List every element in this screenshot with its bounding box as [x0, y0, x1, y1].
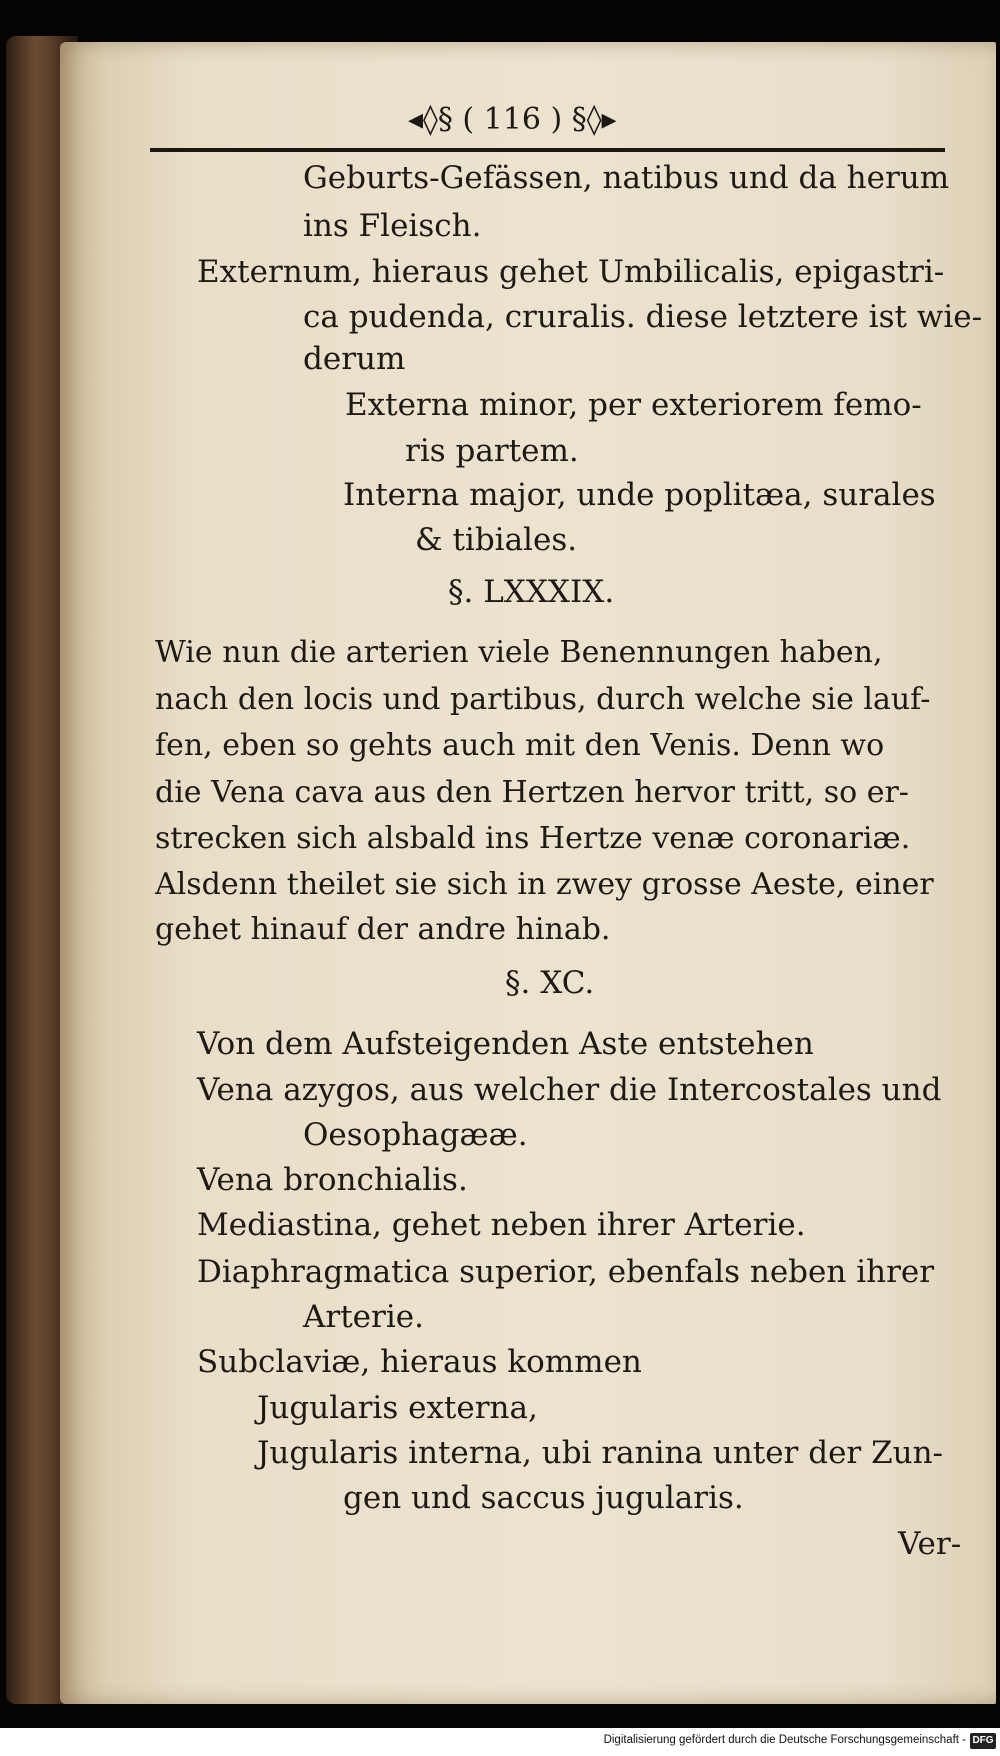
text-line: Geburts-Gefässen, natibus und da herum [303, 160, 950, 196]
text-line: ris partem. [405, 433, 579, 469]
text-line: & tibiales. [415, 522, 578, 558]
page-header: ◂◊§ ( 116 ) §◊▸ [408, 102, 617, 137]
text-line: Alsdenn theilet sie sich in zwey grosse Aeste, einer [155, 867, 934, 902]
text-line: ca pudenda, cruralis. diese letztere ist wie- [303, 299, 983, 335]
text-line: Externa minor, per exteriorem femo- [345, 387, 922, 423]
text-line: gen und saccus jugularis. [343, 1480, 744, 1516]
text-line: die Vena cava aus den Hertzen hervor tritt, so er- [155, 775, 909, 810]
text-line: Jugularis externa, [257, 1390, 538, 1426]
text-line: Von dem Aufsteigenden Aste entstehen [197, 1026, 814, 1062]
text-line: Wie nun die arterien viele Benennungen haben, [155, 635, 883, 670]
text-line: nach den locis und partibus, durch welche sie lauf- [155, 682, 931, 717]
dfg-logo: DFG [970, 1733, 996, 1749]
text-line: fen, eben so gehts auch mit den Venis. Denn wo [155, 728, 885, 763]
text-line: ins Fleisch. [303, 208, 482, 244]
text-line: Diaphragmatica superior, ebenfals neben ihrer [197, 1254, 935, 1290]
text-line: Externum, hieraus gehet Umbilicalis, epigastri- [197, 254, 945, 290]
text-line: strecken sich alsbald ins Hertze venæ coronariæ. [155, 821, 911, 856]
text-line: Interna major, unde poplitæa, surales [343, 477, 936, 513]
text-line: Oesophagææ. [303, 1117, 528, 1153]
footer-credit: Digitalisierung gefördert durch die Deutsche Forschungsgemeinschaft - [603, 1734, 966, 1746]
section-heading: §. XC. [505, 965, 595, 1001]
text-line: Vena bronchialis. [197, 1162, 468, 1198]
text-line: Jugularis interna, ubi ranina unter der Zun- [257, 1435, 944, 1471]
header-rule [150, 148, 945, 152]
section-heading: §. LXXXIX. [448, 574, 615, 610]
catchword: Ver- [898, 1526, 962, 1562]
text-line: Arterie. [303, 1299, 424, 1335]
text-line: Vena azygos, aus welcher die Intercostales und [197, 1072, 942, 1108]
text-line: gehet hinauf der andre hinab. [155, 912, 611, 947]
text-line: derum [303, 341, 406, 377]
footer-bar [0, 1728, 1000, 1756]
text-line: Mediastina, gehet neben ihrer Arterie. [197, 1207, 806, 1243]
text-line: Subclaviæ, hieraus kommen [197, 1344, 642, 1380]
